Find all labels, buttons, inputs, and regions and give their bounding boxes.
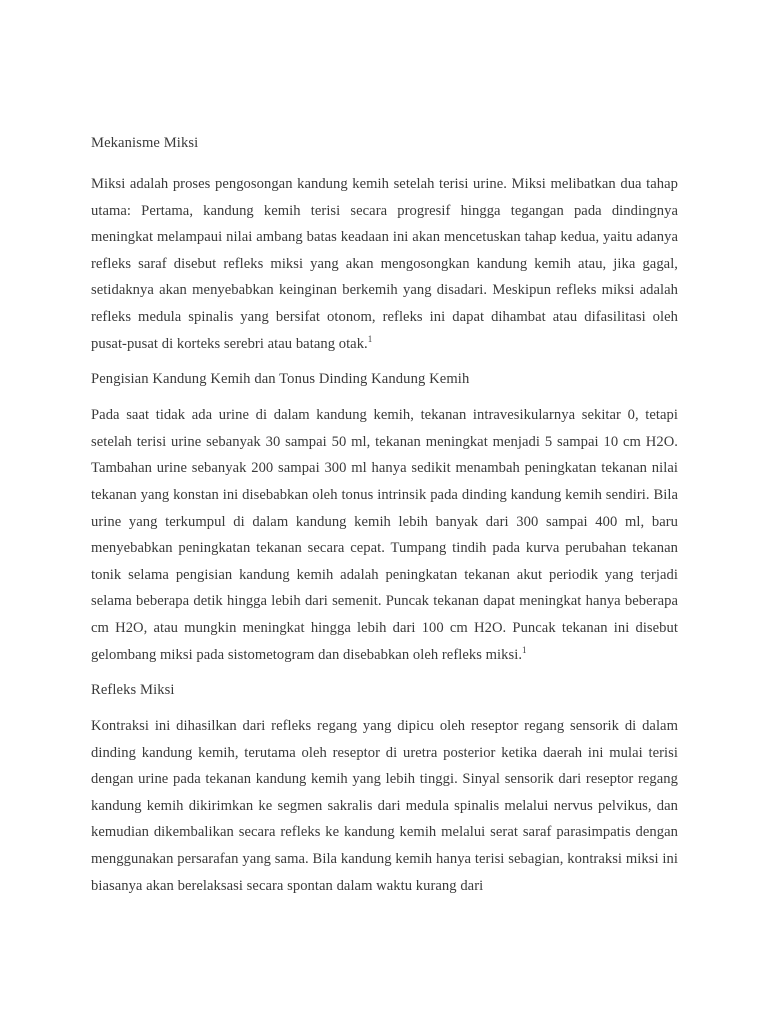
- intro-paragraph-text: Miksi adalah proses pengosongan kandung kemih setelah terisi urine. Miksi melibatkan dua tahap utama: Pertama, kandung kemih terisi secara progresif hingga tegangan pada dindingnya meningkat melampaui nilai ambang batas keadaan ini akan mencetuskan tahap kedua, yaitu adanya refleks saraf disebut refleks miksi yang akan mengosongkan kandung kemih atau, jika gagal, setidaknya akan menyebabkan keinginan berkemih yang disadari. Meskipun refleks miksi adalah refleks medula spinalis yang bersifat otonom, refleks ini dapat dihambat atau difasilitasi oleh pusat-pusat di korteks serebri atau batang otak.: [91, 176, 678, 352]
- intro-footnote-ref: 1: [367, 333, 373, 344]
- document-title: Mekanisme Miksi: [91, 135, 199, 151]
- section-heading-pengisian: Pengisian Kandung Kemih dan Tonus Dinding Kandung Kemih: [91, 371, 470, 388]
- section-heading-refleks-miksi: Refleks Miksi: [91, 682, 175, 699]
- intro-paragraph: [91, 171, 678, 357]
- pengisian-footnote-ref: 1: [522, 644, 527, 655]
- pengisian-paragraph: [91, 402, 678, 668]
- refleks-miksi-paragraph: Kontraksi ini dihasilkan dari refleks regang yang dipicu oleh reseptor regang sensorik di dalam dinding kandung kemih, terutama oleh reseptor di uretra posterior ketika daerah ini mulai terisi dengan urine pada tekanan kandung kemih yang lebih tinggi. Sinyal sensorik dari reseptor regang kandung kemih dikirimkan ke segmen sakralis dari medula spinalis melalui nervus pelvikus, dan kemudian dikembalikan secara refleks ke kandung kemih melalui serat saraf parasimpatis dengan menggunakan persarafan yang sama. Bila kandung kemih hanya terisi sebagian, kontraksi miksi ini biasanya akan berelaksasi secara spontan dalam waktu kurang dari: [91, 718, 678, 894]
- pengisian-paragraph-text: Pada saat tidak ada urine di dalam kandung kemih, tekanan intravesikularnya sekitar 0, tetapi setelah terisi urine sebanyak 30 sampai 50 ml, tekanan meningkat menjadi 5 sampai 10 cm H2O. Tambahan urine sebanyak 200 sampai 300 ml hanya sedikit menambah peningkatan tekanan nilai tekanan yang konstan ini disebabkan oleh tonus intrinsik pada dinding kandung kemih sendiri. Bila urine yang terkumpul di dalam kandung kemih lebih banyak dari 300 sampai 400 ml, baru menyebabkan peningkatan tekanan secara cepat. Tumpang tindih pada kurva perubahan tekanan tonik selama pengisian kandung kemih adalah peningkatan tekanan akut periodik yang terjadi selama beberapa detik hingga lebih dari semenit. Puncak tekanan dapat meningkat hanya beberapa cm H2O, atau mungkin meningkat hingga lebih dari 100 cm H2O. Puncak tekanan ini disebut gelombang miksi pada sistometogram dan disebabkan oleh refleks miksi.: [91, 407, 678, 663]
